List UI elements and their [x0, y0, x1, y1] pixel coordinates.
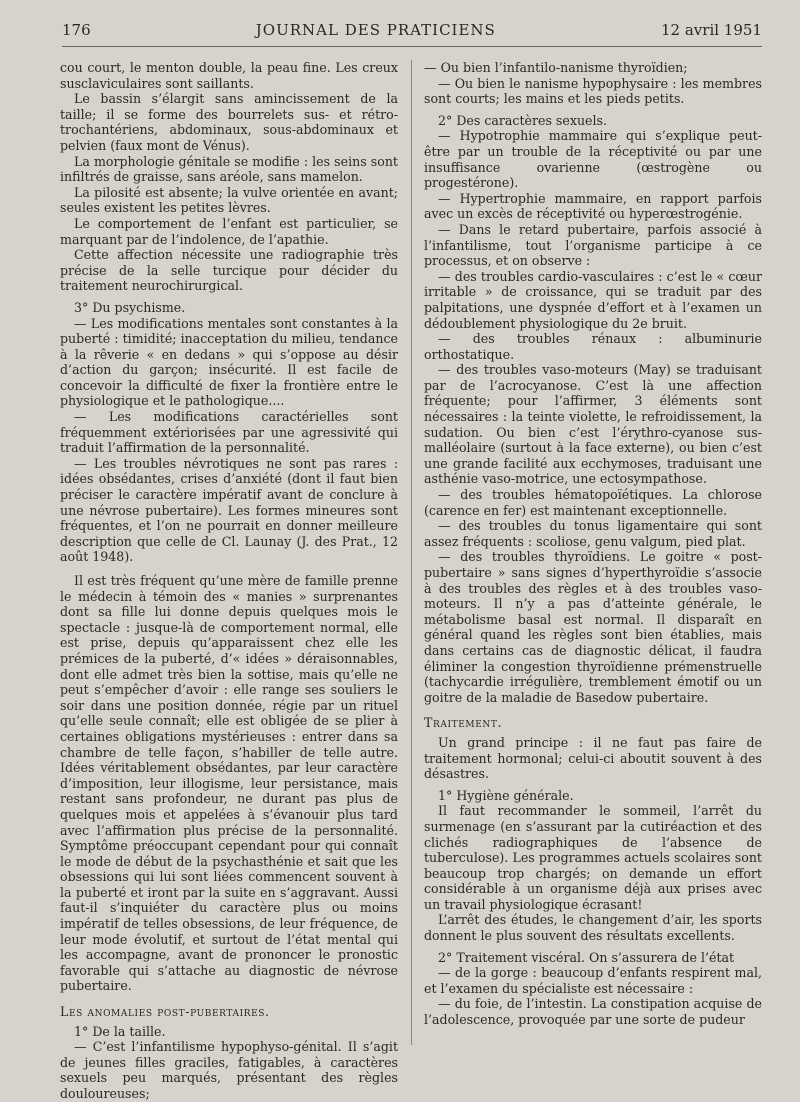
left-column — [60, 60, 398, 1101]
paragraph: — Les modifications caractérielles sont fréquemment extériorisées par une agressivité qui traduit l’affirmation de la personnalité. — [60, 409, 398, 456]
right-column — [424, 60, 762, 1060]
page-number: 176 — [62, 21, 91, 39]
paragraph: Le bassin s’élargit sans amincissement de la taille; il se forme des bourrelets sus- et rétro-trochantériens, abdominaux, sous-abdominaux et pelvien (faux mont de Vénus). — [60, 91, 398, 153]
paragraph: — des troubles rénaux : albuminurie orthostatique. — [424, 331, 762, 362]
paragraph: — de la gorge : beaucoup d’enfants respirent mal, et l’examen du spécialiste est nécessaire : — [424, 965, 762, 996]
subsection-heading: 2° Traitement viscéral. On s’assurera de l’état — [438, 949, 735, 965]
paragraph: — Les troubles névrotiques ne sont pas rares : idées obsédantes, crises d’anxiété (dont il faut bien préciser le caractère impératif avant de conclure à une névrose pubertaire). Les formes mineures sont fréquentes, et l’on ne pourrait en donner meilleure description que celle de Cl. Launay (J. des Prat., 12 août 1948). — [60, 455, 398, 565]
paragraph: — des troubles vaso-moteurs (May) se traduisant par de l’acrocyanose. C’est là une affection fréquente; pour l’affirmer, 3 éléments sont nécessaires : la teinte violette, le refroidissement, la sudation. Ou bien c’est l’érythro-cyanose sus-malléolaire (surtout à la face externe), ou bien c’est une grande facilité aux ecchymoses, traduisant une asthénie vaso-motrice, une ectosympathose. — [424, 362, 762, 487]
paragraph: Il est très fréquent qu’une mère de famille prenne le médecin à témoin des « manies » surprenantes dont sa fille lui donne depuis quelques mois le spectacle : jusque-là de comportement normal, elle est prise, depuis qu’apparaissent chez elle les prémices de la puberté, d’« idées » déraisonnables, dont elle admet très bien la sottise, mais qu’elle ne peut s’empêcher d’avoir : elle range ses souliers le soir dans une position donnée, régie par un rituel qu’elle seule connaît; elle est obligée de se plier à certaines obligations mystérieuses : entrer dans sa chambre de telle façon, s’habiller de telle autre. Idées véritablement obsédantes, par leur caractère d’imposition, leur illogisme, leur persistance, mais restant sans profondeur, ne durant pas plus de quelques mois et appelées à s’évanouir plus tard avec l’affirmation plus précise de la personnalité. Symptôme préoccupant cependant pour qui connaît le mode de début de la psychasthénie et sait que les obsessions qui lui sont liées commencent souvent à la puberté et iront par la suite en s’aggravant. Aussi faut-il s’inquiéter du caractère plus ou moins impératif de telles obsessions, de leur fréquence, de leur mode évolutif, et surtout de l’état mental qui les accompagne, avant de prononcer le pronostic favorable qui s’attache au diagnostic de névrose pubertaire. — [60, 573, 398, 994]
paragraph: — des troubles du tonus ligamentaire qui sont assez fréquents : scoliose, genu valgum, pied plat. — [424, 518, 762, 549]
paragraph: cou court, le menton double, la peau fine. Les creux susclaviculaires sont saillants. — [60, 60, 398, 91]
journal-title: JOURNAL DES PRATICIENS — [255, 21, 496, 39]
subsection-heading: 3° Du psychisme. — [74, 299, 186, 315]
paragraph: — du foie, de l’intestin. La constipation acquise de l’adolescence, provoquée par une sorte de pudeur — [424, 996, 762, 1028]
paragraph: — Ou bien l’infantilo-nanisme thyroïdien; — [424, 60, 688, 75]
paragraph: — Ou bien le nanisme hypophysaire : les membres sont courts; les mains et les pieds petits. — [424, 75, 762, 107]
paragraph: — Dans le retard pubertaire, parfois associé à l’infantilisme, tout l’organisme participe à ce processus, et on observe : — [424, 221, 762, 269]
paragraph: La morphologie génitale se modifie : les seins sont infiltrés de graisse, sans aréole, sans mamelon. — [60, 153, 398, 185]
page-header — [62, 18, 762, 47]
subsection-heading: 1° Hygiène générale. — [438, 787, 574, 803]
paragraph: — des troubles cardio-vasculaires : c’est le « cœur irritable » de croissance, qui se traduit par des palpitations, une dyspnée d’effort et à l’examen un dédoublement physiologique du 2e bruit. — [424, 268, 762, 331]
paragraph: Le comportement de l’enfant est particulier, se marquant par de l’indolence, de l’apathie. — [60, 215, 398, 247]
paragraph: Un grand principe : il ne faut pas faire de traitement hormonal; celui-ci aboutit souvent à des désastres. — [424, 734, 762, 782]
paragraph: La pilosité est absente; la vulve orientée en avant; seules existent les petites lèvres. — [60, 184, 398, 216]
paragraph: Cette affection nécessite une radiographie très précise de la selle turcique pour décider du traitement neurochirurgical. — [60, 247, 398, 294]
paragraph: — C’est l’infantilisme hypophyso-génital. Il s’agit de jeunes filles graciles, fatigables, à caractères sexuels peu marqués, présentant des règles douloureuses; — [60, 1039, 398, 1101]
paragraph: 1° De la taille. — [74, 1023, 166, 1039]
paragraph: L’arrêt des études, le changement d’air, les sports donnent le plus souvent des résultats excellents. — [424, 912, 762, 944]
column-divider — [411, 60, 412, 1045]
issue-date: 12 avril 1951 — [661, 21, 762, 39]
subsection-heading: 2° Des caractères sexuels. — [438, 112, 608, 128]
section-heading: Les anomalies post-pubertaires. — [60, 1004, 270, 1020]
paragraph: — Hypertrophie mammaire, en rapport parfois avec un excès de réceptivité ou hyperœstrogénie. — [424, 190, 762, 222]
section-heading: Traitement. — [424, 715, 503, 731]
paragraph: Il faut recommander le sommeil, l’arrêt du surmenage (en s’assurant par la cutiréaction et des clichés radiographiques de l’absence de tuberculose). Les programmes actuels scolaires sont beaucoup trop chargés; on demande un effort considérable à un organisme déjà aux prises avec un travail physiologique écrasant! — [424, 803, 762, 912]
paragraph: — des troubles thyroïdiens. Le goitre « post-pubertaire » sans signes d’hyperthyroïdie s’associe à des troubles des règles et à des troubles vaso-moteurs. Il n’y a pas d’atteinte générale, le métabolisme basal est normal. Il disparaît en général quand les règles sont bien établies, mais dans certains cas de diagnostic délicat, il faudra éliminer la congestion thyroïdienne prémenstruelle (tachycardie irrégulière, tremblement émotif ou un goitre de la maladie de Basedow pubertaire. — [424, 549, 762, 705]
paragraph: — Les modifications mentales sont constantes à la puberté : timidité; inacceptation du milieu, tendance à la rêverie « en dedans » qui s’oppose au désir d’action du garçon; insécurité. Il est facile de concevoir la difficulté de fixer la frontière entre le physiologique et le pathologique.... — [60, 315, 398, 409]
paragraph: — Hypotrophie mammaire qui s’explique peut-être par un trouble de la réceptivité ou par une insuffisance ovarienne (œstrogène ou progestérone). — [424, 128, 762, 191]
paragraph: — des troubles hématopoïétiques. La chlorose (carence en fer) est maintenant exceptionnelle. — [424, 487, 762, 518]
